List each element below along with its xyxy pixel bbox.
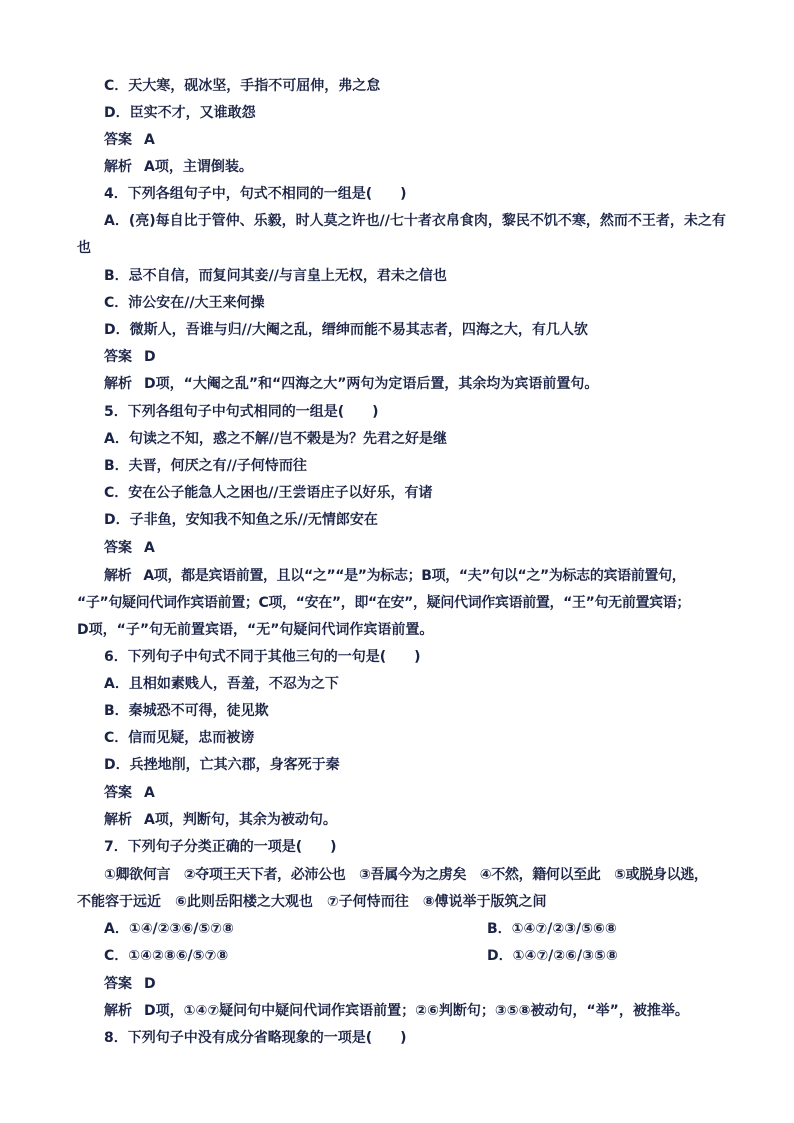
answer-label: 答案 (104, 349, 132, 365)
q4-explanation-row (104, 374, 720, 394)
q5-answer-row (104, 538, 720, 558)
q5-explanation-row (104, 566, 720, 586)
q7-options-row-1 (104, 919, 720, 939)
q6-answer-row (104, 783, 720, 803)
answer-value: D (144, 976, 156, 992)
q7-option-c: C．①④②⑧⑥/⑤⑦⑧ (104, 948, 229, 964)
answer-label: 答案 (104, 132, 132, 148)
q5-explanation-cont2: D项，“子”句无前置宾语，“无”句疑问代词作宾语前置。 (77, 622, 434, 638)
option-c: C．天大寒，砚冰坚，手指不可屈伸，弗之怠 (104, 78, 381, 94)
q6-option-a: A．且相如素贱人，吾羞，不忍为之下 (104, 676, 339, 692)
explanation-text: A项，都是宾语前置，且以“之”“是”为标志；B项，“夫”句以“之”为标志的宾语前置句， (143, 568, 686, 584)
answer-row (104, 130, 720, 150)
answer-value: D (144, 349, 156, 365)
explanation-text: D项，“大阉之乱”和“四海之大”两句为定语后置，其余均为宾语前置句。 (144, 376, 599, 392)
explanation-label: 解析 (104, 376, 132, 392)
answer-value: A (144, 132, 155, 148)
explanation-text: A项，主谓倒装。 (144, 159, 253, 175)
explanation-text: A项，判断句，其余为被动句。 (144, 812, 337, 828)
answer-label: 答案 (104, 785, 132, 801)
q7-sentences: ①卿欲何言 ②夺项王天下者，必沛公也 ③吾属今为之虏矣 ④不然，籍何以至此 ⑤或脱身以逃， (104, 867, 708, 883)
option-d: D．臣实不才，又谁敢怨 (104, 105, 256, 121)
q6-option-d: D．兵挫地削，亡其六郡，身客死于秦 (104, 757, 340, 773)
question-6: 6．下列句子中句式不同于其他三句的一句是( ) (104, 649, 421, 665)
answer-value: A (144, 540, 155, 556)
q5-option-a: A．句读之不知，惑之不解//岂不榖是为？先君之好是继 (104, 431, 448, 447)
q6-option-b: B．秦城恐不可得，徒见欺 (104, 703, 269, 719)
answer-label: 答案 (104, 540, 132, 556)
q4-option-a-cont: 也 (77, 240, 91, 256)
q7-answer-row (104, 974, 720, 994)
q7-option-d: D．①④⑦/②⑥/③⑤⑧ (487, 948, 618, 964)
q5-option-d: D．子非鱼，安知我不知鱼之乐//无情郎安在 (104, 512, 378, 528)
question-4: 4．下列各组句子中，句式不相同的一组是( ) (104, 186, 407, 202)
explanation-label: 解析 (104, 812, 132, 828)
q4-answer-row (104, 347, 720, 367)
q5-explanation-cont: “子”句疑问代词作宾语前置；C项，“安在”，即“在安”，疑问代词作宾语前置，“王”句无前置宾语； (77, 595, 691, 611)
q7-options-row-2 (104, 946, 720, 966)
q6-option-c: C．信而见疑，忠而被谤 (104, 730, 255, 746)
question-5: 5．下列各组句子中句式相同的一组是( ) (104, 404, 379, 420)
q4-option-d: D．微斯人，吾谁与归//大阉之乱，缙绅而能不易其志者，四海之大，有几人欤 (104, 322, 588, 338)
explanation-text: D项，①④⑦疑问句中疑问代词作宾语前置；②⑥判断句；③⑤⑧被动句，“举”，被推举。 (144, 1003, 689, 1019)
explanation-label: 解析 (104, 568, 132, 584)
explanation-label: 解析 (104, 159, 132, 175)
q7-option-b: B．①④⑦/②③/⑤⑥⑧ (487, 921, 617, 937)
q4-option-a: A．(亮)每自比于管仲、乐毅，时人莫之许也//七十者衣帛食肉，黎民不饥不寒，然而不王者，未之有 (104, 213, 726, 229)
question-7: 7．下列句子分类正确的一项是( ) (104, 839, 337, 855)
q7-explanation-row (104, 1001, 720, 1021)
answer-label: 答案 (104, 976, 132, 992)
q4-option-b: B．忌不自信，而复问其妾//与言皇上无权，君未之信也 (104, 268, 447, 284)
explanation-label: 解析 (104, 1003, 132, 1019)
answer-value: A (144, 785, 155, 801)
q5-option-c: C．安在公子能急人之困也//王尝语庄子以好乐，有诸 (104, 485, 433, 501)
q4-option-c: C．沛公安在//大王来何操 (104, 295, 265, 311)
q5-option-b: B．夫晋，何厌之有//子何恃而往 (104, 458, 307, 474)
q6-explanation-row (104, 810, 720, 830)
q7-option-a: A．①④/②③⑥/⑤⑦⑧ (104, 921, 234, 937)
question-8: 8．下列句子中没有成分省略现象的一项是( ) (104, 1030, 407, 1046)
q7-sentences-cont: 不能容于远近 ⑥此则岳阳楼之大观也 ⑦子何恃而往 ⑧傅说举于版筑之间 (77, 894, 547, 910)
explanation-row (104, 157, 720, 177)
